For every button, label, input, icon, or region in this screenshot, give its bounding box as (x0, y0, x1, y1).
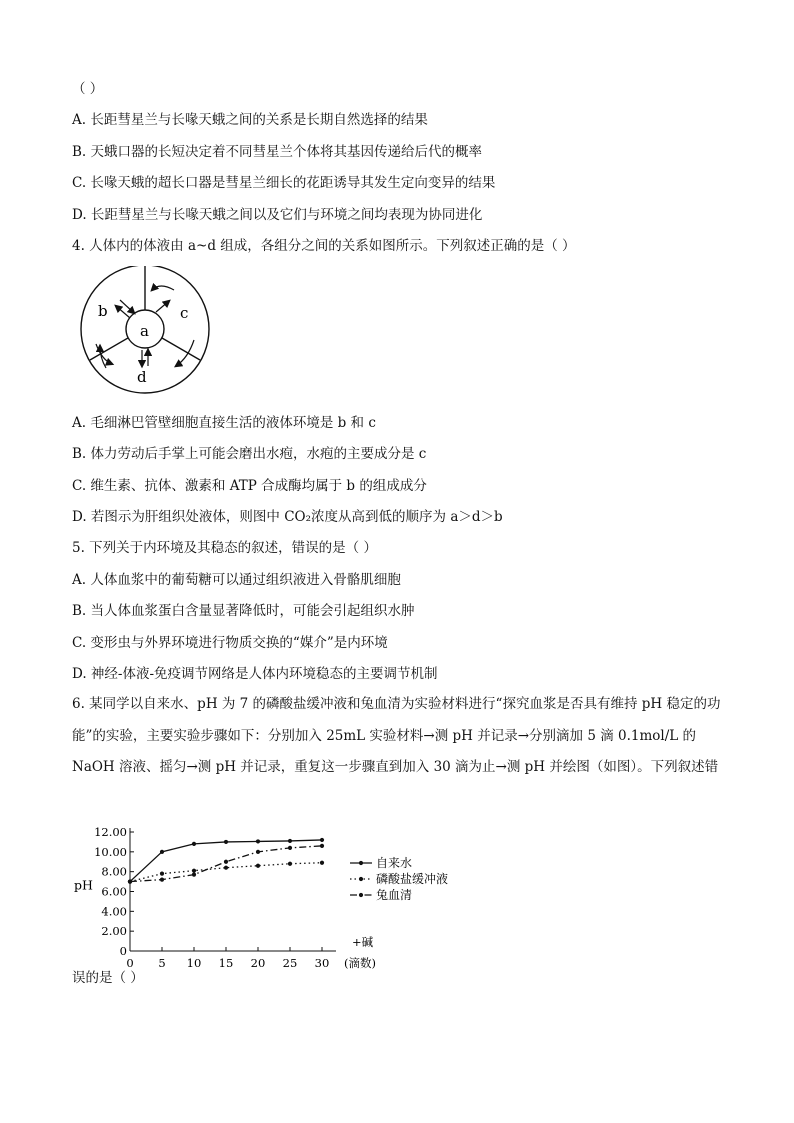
label-a: a (140, 322, 149, 340)
q4-stem: 4. 人体内的体液由 a~d 组成，各组分之间的关系如图所示。下列叙述正确的是（ ） (72, 238, 576, 254)
q3-option-a: A. 长距彗星兰与长喙天蛾之间的关系是长期自然选择的结果 (72, 112, 428, 128)
y-tick-label: 8.00 (101, 864, 127, 879)
y-tick-label: 2.00 (101, 924, 127, 939)
x-tick-label: 15 (218, 956, 234, 970)
arrow-c-over-top (152, 286, 174, 290)
q3-option-b: B. 天蛾口器的长短决定着不同彗星兰个体将其基因传递给后代的概率 (72, 144, 483, 160)
x-tick-label: 10 (186, 956, 202, 970)
x-tick-label: 5 (158, 956, 166, 970)
body-fluid-diagram (76, 266, 216, 396)
legend-label-2: 磷酸盐缓冲液 (376, 872, 449, 886)
arrow-a-to-c (156, 301, 169, 312)
x-tick-label: 25 (282, 956, 298, 970)
q4-option-b: B. 体力劳动后手掌上可能会磨出水疱，水疱的主要成分是 c (72, 446, 427, 462)
series-line-2 (130, 863, 322, 882)
q6-stem-end: 误的是（ ） (72, 970, 144, 986)
x-tick-label: 0 (126, 956, 134, 970)
q5-option-d: D. 神经-体液-免疫调节网络是人体内环境稳态的主要调节机制 (72, 666, 438, 682)
series-1-point (160, 850, 164, 854)
series-2-point (192, 869, 196, 873)
legend-marker-3 (359, 893, 363, 897)
y-tick-label: 0 (119, 944, 127, 958)
series-1-point (288, 839, 292, 843)
label-c: c (180, 304, 189, 322)
q5-option-c: C. 变形虫与外界环境进行物质交换的“媒介”是内环境 (72, 635, 388, 651)
series-3-point (160, 878, 164, 882)
y-axis-label: pH (74, 877, 93, 893)
legend-label-3: 兔血清 (376, 888, 413, 902)
legend-marker-2 (359, 877, 363, 881)
series-1-point (320, 838, 324, 842)
q4-option-d: D. 若图示为肝组织处液体，则图中 CO₂浓度从高到低的顺序为 a＞d＞b (72, 509, 503, 525)
q3-option-c: C. 长喙天蛾的超长口器是彗星兰细长的花距诱导其发生定向变异的结果 (72, 175, 496, 191)
series-3-point (128, 879, 132, 883)
ph-chart (70, 820, 470, 972)
series-3-point (224, 860, 228, 864)
series-3-point (288, 846, 292, 850)
q3-option-d: D. 长距彗星兰与长喙天蛾之间以及它们与环境之间均表现为协同进化 (72, 207, 483, 223)
series-1-point (224, 840, 228, 844)
divider-lower-right (162, 338, 200, 360)
q5-option-b: B. 当人体血浆蛋白含量显著降低时，可能会引起组织水肿 (72, 603, 415, 619)
q4-option-c: C. 维生素、抗体、激素和 ATP 合成酶均属于 b 的组成成分 (72, 478, 427, 494)
divider-lower-left (90, 338, 128, 360)
x-axis-label-line1: +碱 (352, 935, 374, 949)
legend-label-1: 自来水 (376, 856, 413, 870)
series-3-point (320, 844, 324, 848)
label-d: d (137, 368, 147, 386)
y-tick-label: 4.00 (101, 904, 127, 919)
q5-stem: 5. 下列关于内环境及其稳态的叙述，错误的是（ ） (72, 540, 377, 556)
x-axis-label-line2: (滴数) (344, 956, 376, 970)
series-1-point (192, 842, 196, 846)
series-2-point (320, 861, 324, 865)
series-2-point (288, 862, 292, 866)
legend-marker-1 (359, 861, 363, 865)
series-1-point (256, 839, 260, 843)
arrow-c-to-d (176, 340, 194, 366)
series-2-point (224, 866, 228, 870)
series-2-point (256, 864, 260, 868)
label-b: b (98, 302, 108, 320)
y-tick-label: 12.00 (94, 825, 127, 839)
q3-stem-tail: （ ） (72, 81, 104, 97)
q4-option-a: A. 毛细淋巴管壁细胞直接生活的液体环境是 b 和 c (72, 415, 376, 431)
y-tick-label: 6.00 (101, 884, 127, 899)
y-tick-label: 10.00 (94, 844, 127, 859)
q5-option-a: A. 人体血浆中的葡萄糖可以通过组织液进入骨骼肌细胞 (72, 572, 401, 588)
x-tick-label: 30 (314, 956, 330, 970)
arrow-b-to-d (96, 344, 112, 364)
series-2-point (160, 872, 164, 876)
x-tick-label: 20 (250, 956, 266, 970)
series-3-point (256, 850, 260, 854)
q6-stem: 6. 某同学以自来水、pH 为 7 的磷酸盐缓冲液和兔血清为实验材料进行“探究血浆是否具有维持 pH 稳定的功能”的实验，主要实验步骤如下：分别加入 25mL 实验材料→测 pH 并记录→分别滴加 5 滴 0.1mol/L 的 NaOH 溶液、摇匀→测 pH 并记录，重复这一步骤直到加入 30 滴为止→测 pH 并绘图（如图）。下列叙述错 (72, 696, 721, 775)
series-3-point (192, 873, 196, 877)
